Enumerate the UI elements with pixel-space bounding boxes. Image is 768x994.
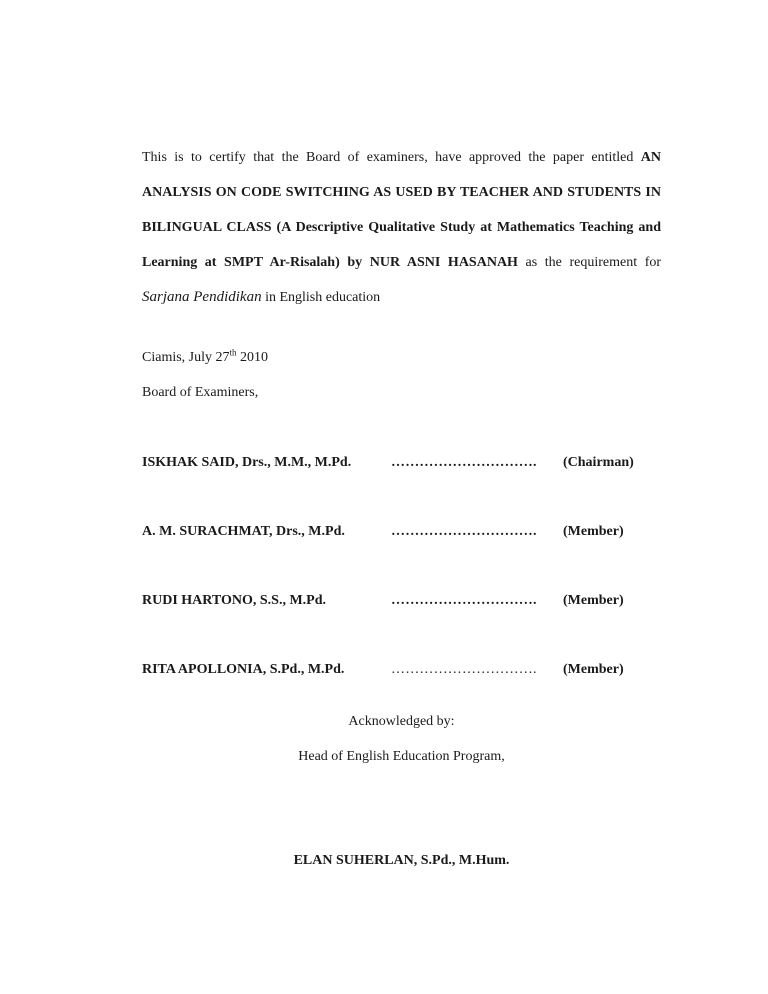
examiner-name: RUDI HARTONO, S.S., M.Pd. [142, 593, 326, 608]
examiner-row-member [142, 522, 662, 542]
degree-name: Sarjana Pendidikan [142, 289, 262, 305]
examiner-name: ISKHAK SAID, Drs., M.M., M.Pd. [142, 455, 352, 470]
date-line [142, 348, 268, 368]
examiner-row-member [142, 660, 662, 680]
certification-intro: This is to certify that the Board of examiners, have approved the paper entitled [142, 150, 634, 165]
date-ordinal-suffix: th [229, 347, 237, 358]
head-name: ELAN SUHERLAN, S.Pd., M.Hum. [293, 853, 510, 868]
signature-line: …………………………. [391, 524, 537, 539]
examiner-row-member [142, 591, 662, 611]
paper-title: AN ANALYSIS ON CODE SWITCHING AS USED BY TEACHER AND STUDENTS IN BILINGUAL CLASS (A Descriptive Qualitative Study at Mathematics Teaching and Learning at SMPT Ar-Risalah) [142, 150, 661, 270]
date-year: 2010 [236, 350, 269, 365]
date-prefix: Ciamis, July 27 [142, 350, 230, 365]
certification-paragraph [142, 140, 661, 315]
signature-line: …………………………. [391, 662, 537, 677]
examiner-name: RITA APOLLONIA, S.Pd., M.Pd. [142, 662, 345, 677]
signature-line: …………………………. [391, 455, 537, 470]
acknowledged-label: Acknowledged by: [348, 714, 455, 729]
head-position: Head of English Education Program, [298, 749, 505, 764]
examiner-row-chairman [142, 453, 662, 473]
examiner-role: (Member) [563, 524, 624, 539]
examiner-role: (Member) [563, 593, 624, 608]
examiner-role: (Chairman) [563, 455, 634, 470]
author-name: NUR ASNI HASANAH [369, 255, 518, 270]
examiner-role: (Member) [563, 662, 624, 677]
requirement-prefix: as the requirement for [525, 255, 662, 270]
board-label: Board of Examiners, [142, 385, 259, 400]
requirement-suffix: in English education [265, 290, 381, 305]
examiner-name: A. M. SURACHMAT, Drs., M.Pd. [142, 524, 345, 539]
signature-line: …………………………. [391, 593, 537, 608]
by-word: by [347, 255, 363, 270]
